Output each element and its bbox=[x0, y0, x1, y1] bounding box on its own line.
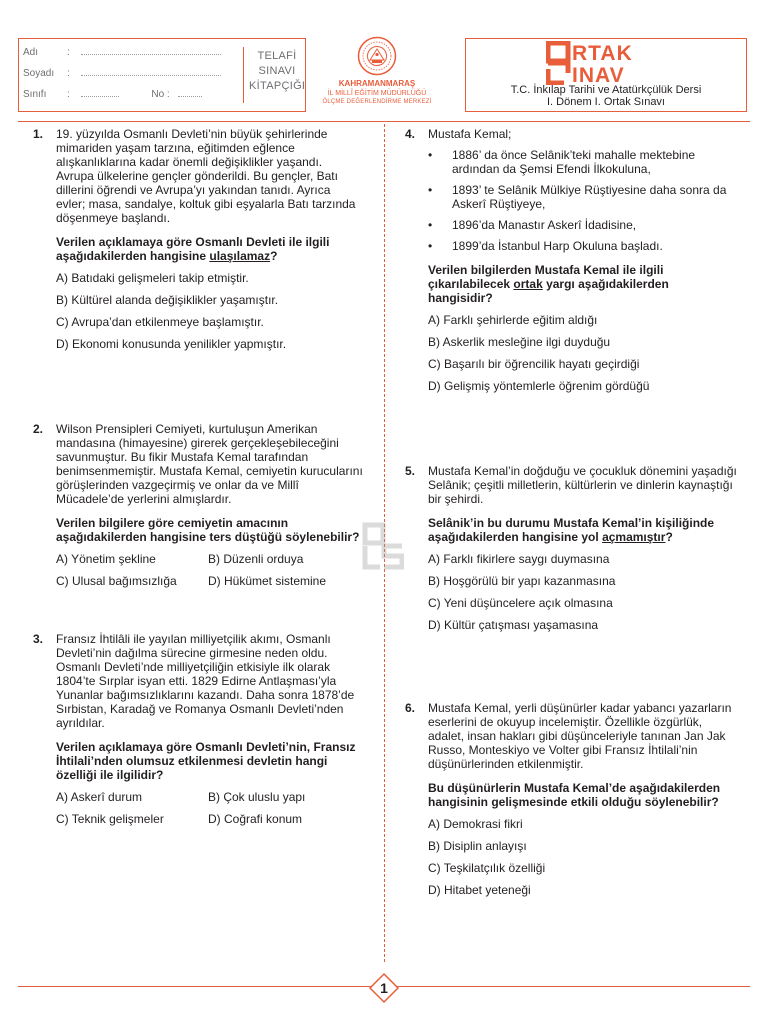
booklet-line: TELAFİ bbox=[257, 50, 297, 62]
answer-options bbox=[56, 271, 362, 359]
institution-name: İL MİLLÎ EĞİTİM MÜDÜRLÜĞÜ bbox=[327, 90, 427, 97]
page-number-badge bbox=[368, 972, 400, 1004]
bullet-item: • 1896’da Manastır Askerî İdadisine, bbox=[428, 218, 728, 232]
class-row bbox=[23, 87, 202, 100]
option-c[interactable]: C) Ulusal bağımsızlığa bbox=[56, 574, 177, 588]
option-c[interactable]: C) Yeni düşüncelere açık olmasına bbox=[428, 596, 613, 610]
bullet-item: • 1899’da İstanbul Harp Okuluna başladı. bbox=[428, 239, 728, 253]
option-a[interactable]: A) Farklı şehirlerde eğitim aldığı bbox=[428, 313, 598, 327]
prompt-text: Verilen açıklamaya göre Osmanlı Devleti ile ilgili aşağıdakilerden hangisine bbox=[56, 235, 330, 263]
question-prompt bbox=[428, 263, 728, 305]
prompt-emphasis: ortak bbox=[513, 277, 543, 291]
option-a[interactable]: A) Demokrasi fikri bbox=[428, 817, 523, 831]
question-number: 2. bbox=[33, 422, 44, 436]
option-b[interactable]: B) Disiplin anlayışı bbox=[428, 839, 527, 853]
svg-text:RTAK: RTAK bbox=[572, 42, 633, 65]
option-a[interactable]: A) Farklı fikirlere saygı duymasına bbox=[428, 552, 610, 566]
prompt-text: yargı aşağıdakilerden hangisidir? bbox=[428, 277, 669, 305]
surname-field[interactable] bbox=[81, 66, 221, 76]
option-b[interactable]: B) Hoşgörülü bir yapı kazanmasına bbox=[428, 574, 616, 588]
option-b[interactable]: B) Düzenli orduya bbox=[208, 552, 304, 566]
name-field[interactable] bbox=[81, 45, 221, 55]
question-stem: Mustafa Kemal’in doğduğu ve çocukluk dönemini yaşadığı Selânik; çeşitli milletlerin, kültürlerin ve dinlerin kaynaştığı bir şehirdi. bbox=[428, 464, 737, 506]
option-b[interactable]: B) Çok uluslu yapı bbox=[208, 790, 306, 804]
prompt-emphasis: ulaşılamaz bbox=[209, 249, 271, 263]
answer-options bbox=[428, 552, 740, 640]
question-number: 5. bbox=[405, 464, 416, 478]
student-info-box bbox=[18, 38, 306, 112]
institution-center: ÖLÇME DEĞERLENDİRME MERKEZİ bbox=[322, 99, 432, 105]
exam-info-box bbox=[465, 38, 747, 112]
question-prompt: Bu düşünürlerin Mustafa Kemal’de aşağıdakilerden hangisinin gelişmesinde etkili olduğu söylenebilir? bbox=[428, 781, 721, 809]
booklet-line: SINAVI bbox=[258, 65, 296, 77]
class-field[interactable] bbox=[81, 87, 119, 97]
answer-options bbox=[428, 313, 728, 401]
question-number: 4. bbox=[405, 127, 416, 141]
booklet-label bbox=[249, 49, 305, 94]
watermark-logo-icon bbox=[362, 522, 404, 570]
institution-city: KAHRAMANMARAŞ bbox=[338, 79, 416, 88]
question-body bbox=[428, 464, 740, 640]
question-stem: Wilson Prensipleri Cemiyeti, kurtuluşun Amerikan mandasına (himayesine) girerek gerçekleşebileceğini savunmuştur. Bu fikir Mustafa Kemal tarafından benimsenmemiştir. Mustafa Kemal, cemiyetin kurucularını görüşlerinden vazgeçirmiş ve onlar da ve Millî Mücadele’de yerlerini almışlardır. bbox=[56, 422, 363, 506]
prompt-text: Verilen bilgilerden Mustafa Kemal ile ilgili çıkarılabilecek bbox=[428, 263, 664, 291]
bullet-item: • 1886’ da önce Selânik’teki mahalle mektebine ardından da Şemsi Efendi İlkokuluna, bbox=[428, 148, 728, 176]
course-title: T.C. İnkılap Tarihi ve Atatürkçülük Dersi bbox=[510, 84, 702, 96]
question-prompt: Verilen açıklamaya göre Osmanlı Devleti’nin, Fransız İhtilali’nden olumsuz etkilenmesi devletin hangi özelliği ile ilgilidir? bbox=[56, 740, 356, 782]
ministry-seal-icon bbox=[357, 36, 397, 76]
option-d[interactable]: D) Coğrafi konum bbox=[208, 812, 303, 826]
prompt-text: Selânik’in bu durumu Mustafa Kemal’in kişiliğinde aşağıdakilerden hangisine yol bbox=[428, 516, 715, 544]
bullet-item: • 1893’ te Selânik Mülkiye Rüştiyesine daha sonra da Askerî Rüştiyeye, bbox=[428, 183, 728, 211]
option-d[interactable]: D) Hitabet yeteneği bbox=[428, 883, 531, 897]
divider bbox=[243, 47, 244, 103]
answer-options bbox=[428, 817, 740, 905]
no-field[interactable] bbox=[178, 87, 202, 97]
question-body bbox=[428, 127, 728, 401]
surname-label: Soyadı bbox=[23, 68, 55, 79]
surname-row bbox=[23, 66, 221, 79]
prompt-emphasis: açmamıştır bbox=[602, 530, 666, 544]
option-a[interactable]: A) Askerî durum bbox=[56, 790, 143, 804]
prompt-text: ? bbox=[665, 530, 673, 544]
option-c[interactable]: C) Avrupa’dan etkilenmeye başlamıştır. bbox=[56, 315, 264, 329]
name-row bbox=[23, 45, 221, 58]
option-d[interactable]: D) Gelişmiş yöntemlerle öğrenim gördüğü bbox=[428, 379, 650, 393]
question-body bbox=[56, 127, 362, 359]
question-stem: Fransız İhtilâli ile yayılan milliyetçilik akımı, Osmanlı Devleti’nin dağılma sürecine girmesine neden oldu. Osmanlı Devleti’nde milliyetçiliğin etkisiyle ilk olarak 1804’te Sırplar isyan etti. 1829 Edirne Antlaşması’yla Yunanlar bağımsızlıklarını kazandı. Daha sonra 1878’de Sırbistan, Karadağ ve Romanya Osmanlı Devleti’nden ayrıldılar. bbox=[56, 632, 355, 730]
name-label: Adı bbox=[23, 47, 39, 58]
question-prompt: Verilen bilgilere göre cemiyetin amacının aşağıdakilerden hangisine ters düştüğü söylenebilir? bbox=[56, 516, 360, 544]
option-a[interactable]: A) Batıdaki gelişmeleri takip etmiştir. bbox=[56, 271, 249, 285]
no-label: No : bbox=[151, 89, 170, 100]
answer-options bbox=[56, 552, 366, 588]
question-stem: Mustafa Kemal, yerli düşünürler kadar yabancı yazarların eserlerini de okuyup incelemiştir. Özellikle özgürlük, adalet, insan hakları gibi düşünceleriyle tanınan Jan Jak Russo, Monteskiyo ve Volter gibi Fransız İhtilali’nin düşünürlerinden etkilenmiştir. bbox=[428, 701, 732, 771]
option-a[interactable]: A) Yönetim şekline bbox=[56, 552, 156, 566]
option-b[interactable]: B) Askerlik mesleğine ilgi duyduğu bbox=[428, 335, 611, 349]
question-number: 1. bbox=[33, 127, 44, 141]
booklet-line: KİTAPÇIĞI bbox=[249, 80, 306, 92]
question-body bbox=[428, 701, 740, 905]
header-rule bbox=[18, 121, 750, 122]
prompt-text: ? bbox=[270, 249, 278, 263]
option-d[interactable]: D) Hükümet sistemine bbox=[208, 574, 327, 588]
question-body bbox=[56, 632, 366, 826]
question-body bbox=[56, 422, 366, 588]
option-c[interactable]: C) Teşkilatçılık özelliği bbox=[428, 861, 546, 875]
question-number: 3. bbox=[33, 632, 44, 646]
exam-title: I. Dönem I. Ortak Sınavı bbox=[547, 96, 665, 108]
page-number: 1 bbox=[380, 980, 388, 996]
ortak-sinav-logo bbox=[546, 41, 678, 85]
svg-text:INAV: INAV bbox=[572, 64, 625, 85]
option-b[interactable]: B) Kültürel alanda değişiklikler yaşamıştır. bbox=[56, 293, 279, 307]
question-stem: Mustafa Kemal; bbox=[428, 127, 512, 141]
option-d[interactable]: D) Ekonomi konusunda yenilikler yapmıştır. bbox=[56, 337, 287, 351]
bullet-list bbox=[428, 148, 728, 253]
class-label: Sınıfı bbox=[23, 89, 47, 100]
colon: : bbox=[67, 68, 70, 79]
question-prompt bbox=[56, 235, 362, 263]
question-number: 6. bbox=[405, 701, 416, 715]
answer-options bbox=[56, 790, 366, 826]
question-stem: 19. yüzyılda Osmanlı Devleti’nin büyük şehirlerinde mimariden yaşam tarzına, eğitimden eğlence alışkanlıklarına kadar önemli değişiklikler yaşandı. Avrupa ülkelerine gençler gönderildi. Bu gençler, Batı dillerini öğrendi ve Avrupa’yı yakından tanıdı. Ayrıca evler; masa, sandalye, koltuk gibi eşyalarla Batı tarzında döşenmeye başlandı. bbox=[56, 127, 356, 225]
option-c[interactable]: C) Teknik gelişmeler bbox=[56, 812, 164, 826]
colon: : bbox=[67, 89, 70, 100]
option-c[interactable]: C) Başarılı bir öğrencilik hayatı geçirdiği bbox=[428, 357, 640, 371]
question-prompt bbox=[428, 516, 740, 544]
option-d[interactable]: D) Kültür çatışması yaşamasına bbox=[428, 618, 599, 632]
colon: : bbox=[67, 47, 70, 58]
